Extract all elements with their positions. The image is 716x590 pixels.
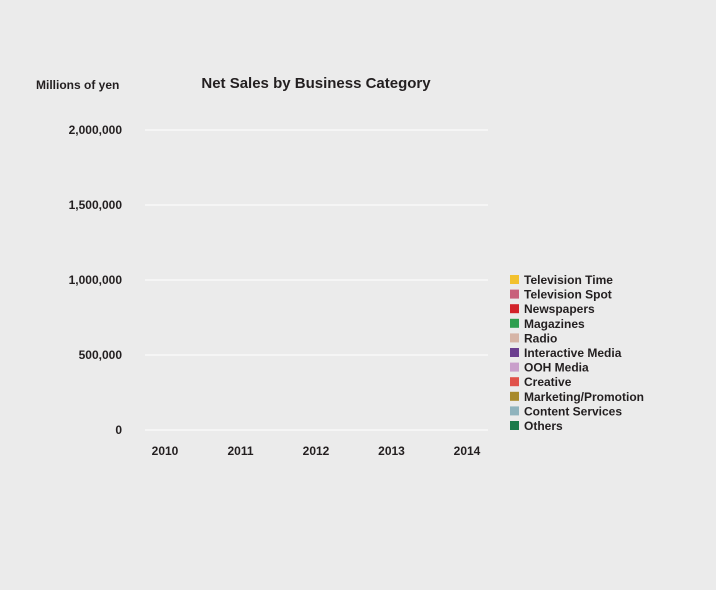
legend-swatch-8	[510, 392, 519, 401]
y-tick-labels	[69, 123, 123, 437]
y-tick-label-1: 500,000	[78, 348, 122, 362]
y-tick-label-3: 1,500,000	[68, 198, 122, 212]
legend-swatch-2	[510, 304, 519, 313]
legend-swatch-5	[510, 348, 519, 357]
legend-label-1: Television Spot	[524, 287, 612, 302]
x-tick-label-2014: 2014	[453, 444, 481, 458]
legend-label-8: Marketing/Promotion	[524, 389, 645, 404]
legend-swatch-6	[510, 363, 519, 372]
legend-label-3: Magazines	[524, 316, 585, 331]
legend-swatch-3	[510, 319, 519, 328]
legend	[510, 273, 644, 433]
legend-label-9: Content Services	[524, 404, 623, 419]
legend-label-6: OOH Media	[524, 360, 589, 375]
gridlines	[145, 130, 488, 430]
x-tick-label-2011: 2011	[227, 444, 254, 458]
y-tick-label-4: 2,000,000	[68, 123, 122, 137]
legend-swatch-4	[510, 333, 519, 342]
legend-label-0: Television Time	[524, 273, 613, 287]
x-tick-label-2012: 2012	[302, 444, 330, 458]
y-tick-label-2: 1,000,000	[68, 273, 122, 287]
legend-swatch-1	[510, 290, 519, 299]
legend-swatch-10	[510, 421, 519, 430]
x-tick-label-2010: 2010	[151, 444, 179, 458]
legend-label-4: Radio	[524, 331, 558, 346]
legend-swatch-7	[510, 377, 519, 386]
chart-title: Net Sales by Business Category	[201, 75, 431, 92]
y-axis-label: Millions of yen	[36, 78, 120, 92]
legend-label-5: Interactive Media	[524, 346, 622, 360]
legend-swatch-9	[510, 406, 519, 415]
legend-label-10: Others	[524, 419, 563, 433]
x-tick-label-2013: 2013	[378, 444, 405, 458]
legend-label-7: Creative	[524, 375, 572, 390]
legend-label-2: Newspapers	[524, 302, 595, 317]
x-tick-labels	[152, 444, 481, 458]
legend-swatch-0	[510, 275, 519, 284]
y-tick-label-0: 0	[115, 423, 122, 437]
